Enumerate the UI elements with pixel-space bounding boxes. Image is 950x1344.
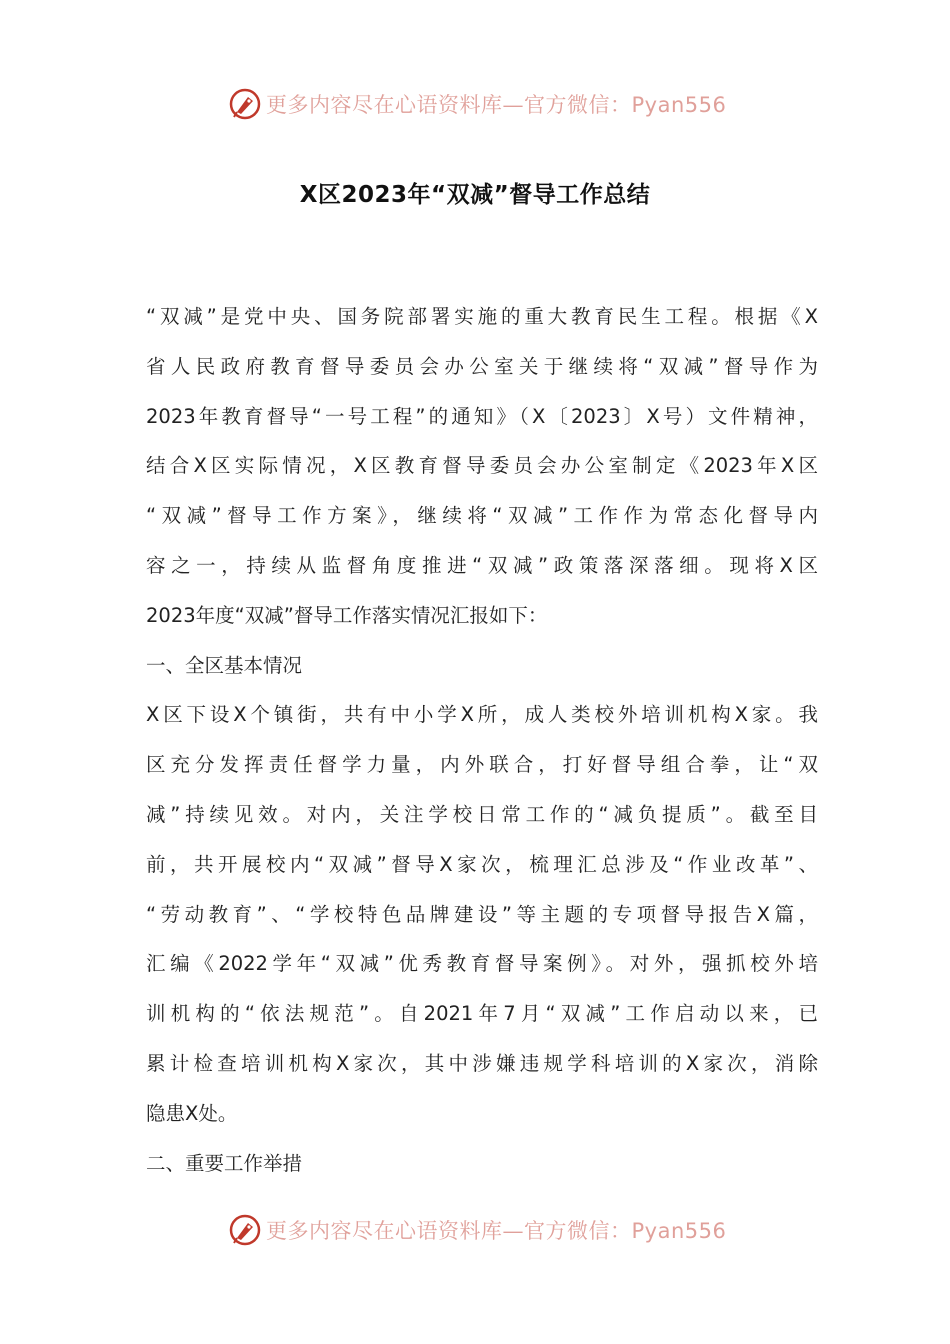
text-line: 区充分发挥责任督学力量，内外联合，打好督导组合拳，让“双	[146, 753, 818, 777]
text-line: 减”持续见效。对内，关注学校日常工作的“减负提质”。截至目	[146, 802, 818, 826]
text-line: “双减”督导工作方案》，继续将“双减”工作作为常态化督导内	[146, 504, 818, 528]
text-line: “双减”是党中央、国务院部署实施的重大教育民生工程。根据《X	[146, 305, 818, 328]
text-line: 省人民政府教育督导委员会办公室关于继续将“双减”督导作为	[146, 354, 818, 378]
text-line: 前，共开展校内“双减”督导X家次，梳理汇总涉及“作业改革”、	[146, 852, 818, 876]
text-line: 结合X区实际情况，X区教育督导委员会办公室制定《2023年X区	[146, 454, 818, 478]
document-title: X区2023年“双减”督导工作总结	[299, 182, 651, 208]
text-line: 汇编《2022学年“双减”优秀教育督导案例》。对外，强抓校外培	[146, 952, 818, 976]
text-line: X区下设X个镇街，共有中小学X所，成人类校外培训机构X家。我	[146, 703, 818, 727]
watermark-text: 更多内容尽在心语资料库—官方微信：Pyan556	[266, 93, 727, 117]
text-line: 2023年教育督导“一号工程”的通知》（X〔2023〕X号）文件精神，	[146, 404, 818, 428]
text-line: 容之一，持续从监督角度推进“双减”政策落深落细。现将X区	[146, 553, 818, 577]
text-line: 隐患X处。	[146, 1101, 238, 1125]
text-line: “劳动教育”、“学校特色品牌建设”等主题的专项督导报告X篇，	[146, 902, 818, 926]
text-line: 一、全区基本情况	[146, 653, 303, 677]
watermark-banner-top	[0, 84, 950, 124]
text-line: 二、重要工作举措	[146, 1151, 303, 1175]
document-body	[146, 292, 818, 1188]
text-line: 2023年度“双减”督导工作落实情况汇报如下：	[146, 603, 548, 627]
pen-nib-logo-icon	[228, 1213, 262, 1247]
pen-nib-logo-icon	[228, 87, 262, 121]
watermark-banner-bottom	[0, 1210, 950, 1250]
text-line: 训机构的“依法规范”。自2021年7月“双减”工作启动以来，已	[146, 1002, 818, 1026]
text-line: 累计检查培训机构X家次，其中涉嫌违规学科培训的X家次，消除	[146, 1051, 818, 1075]
watermark-text: 更多内容尽在心语资料库—官方微信：Pyan556	[266, 1219, 727, 1243]
